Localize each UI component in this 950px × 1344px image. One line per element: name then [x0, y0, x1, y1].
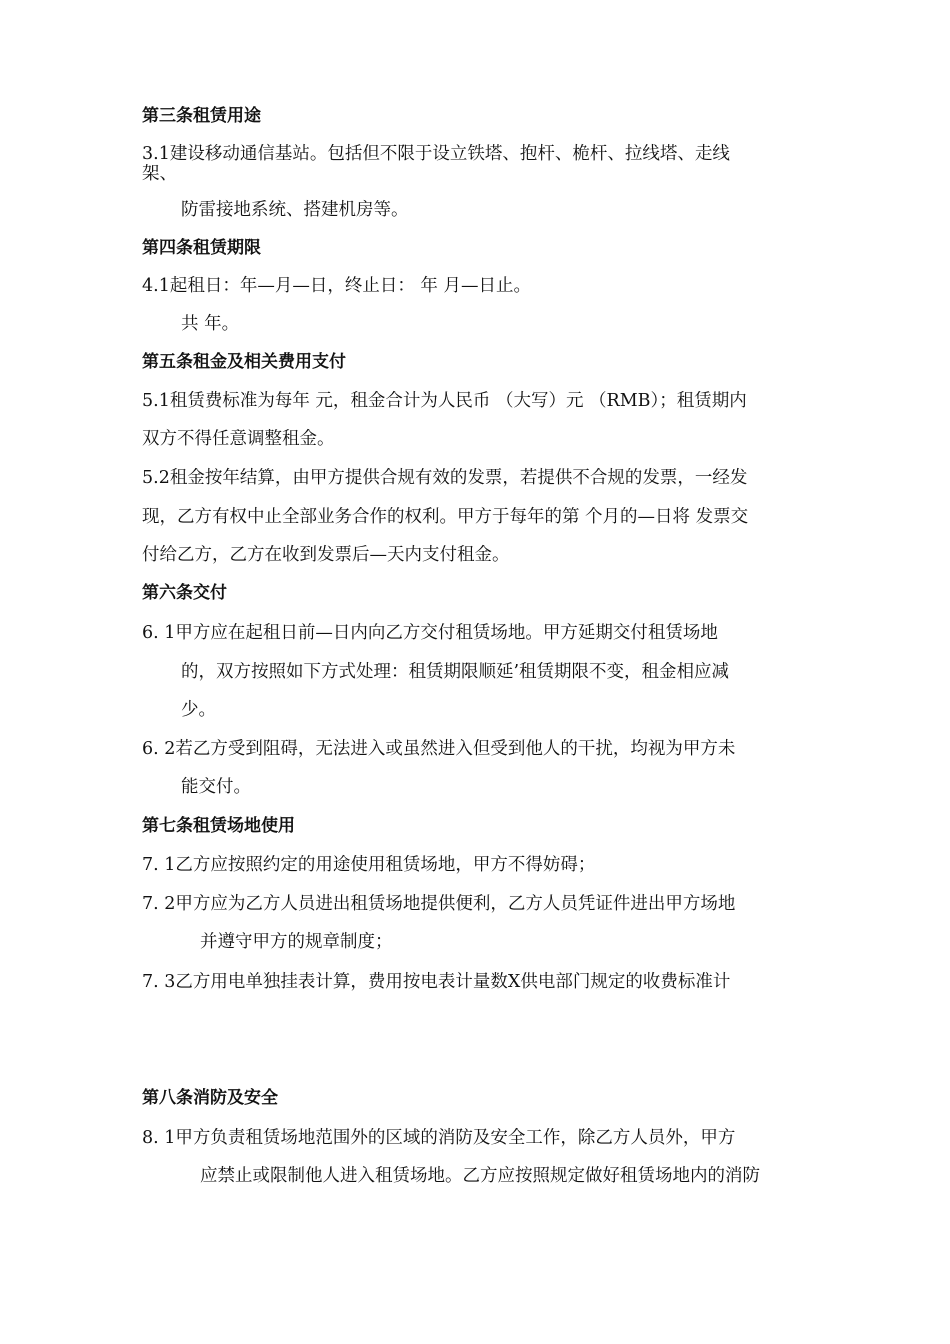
section-7-heading: 第七条租赁场地使用 — [142, 816, 295, 836]
clause-3-1-line-2: 架、 — [142, 164, 177, 184]
section-5-heading: 第五条租金及相关费用支付 — [142, 352, 346, 372]
clause-6-2-line-2: 能交付。 — [181, 777, 251, 797]
clause-6-1-line-2: 的，双方按照如下方式处理：租赁期限顺延’租赁期限不变，租金相应减 — [181, 662, 730, 682]
clause-6-1-line-1: 6. 1甲方应在起租日前—日内向乙方交付租赁场地。甲方延期交付租赁场地 — [142, 623, 718, 643]
clause-8-1-line-1: 8. 1甲方负责租赁场地范围外的区域的消防及安全工作，除乙方人员外，甲方 — [142, 1128, 736, 1148]
clause-7-3-line-1: 7. 3乙方用电单独挂表计算，费用按电表计量数X供电部门规定的收费标准计 — [142, 972, 731, 992]
clause-4-1-line-2: 共 年。 — [181, 314, 240, 334]
clause-3-1-line-1: 3.1建设移动通信基站。包括但不限于设立铁塔、抱杆、桅杆、拉线塔、走线 — [142, 144, 730, 164]
clause-5-1-line-2: 双方不得任意调整租金。 — [142, 429, 335, 449]
section-3-heading: 第三条租赁用途 — [142, 106, 261, 126]
clause-5-2-line-3: 付给乙方，乙方在收到发票后—天内支付租金。 — [142, 545, 510, 565]
clause-5-1-line-1: 5.1租赁费标准为每年 元，租金合计为人民币 （大写）元 （RMB）；租赁期内 — [142, 391, 747, 411]
clause-8-1-line-2: 应禁止或限制他人进入租赁场地。乙方应按照规定做好租赁场地内的消防 — [200, 1166, 760, 1186]
clause-6-1-line-3: 少。 — [181, 700, 216, 720]
clause-6-2-line-1: 6. 2若乙方受到阻碍，无法进入或虽然进入但受到他人的干扰，均视为甲方未 — [142, 739, 736, 759]
clause-7-2-line-2: 并遵守甲方的规章制度； — [200, 932, 393, 952]
clause-3-1-line-3: 防雷接地系统、搭建机房等。 — [181, 200, 409, 220]
section-8-heading: 第八条消防及安全 — [142, 1088, 278, 1108]
clause-7-1-line-1: 7. 1乙方应按照约定的用途使用租赁场地，甲方不得妨碍； — [142, 855, 596, 875]
clause-5-2-line-2: 现，乙方有权中止全部业务合作的权利。甲方于每年的第 个月的—日将 发票交 — [142, 507, 749, 527]
section-6-heading: 第六条交付 — [142, 583, 227, 603]
clause-4-1-line-1: 4.1起租日：年—月—日，终止日： 年 月—日止。 — [142, 276, 531, 296]
clause-5-2-line-1: 5.2租金按年结算，由甲方提供合规有效的发票，若提供不合规的发票，一经发 — [142, 468, 748, 488]
clause-7-2-line-1: 7. 2甲方应为乙方人员进出租赁场地提供便利，乙方人员凭证件进出甲方场地 — [142, 894, 736, 914]
section-4-heading: 第四条租赁期限 — [142, 238, 261, 258]
